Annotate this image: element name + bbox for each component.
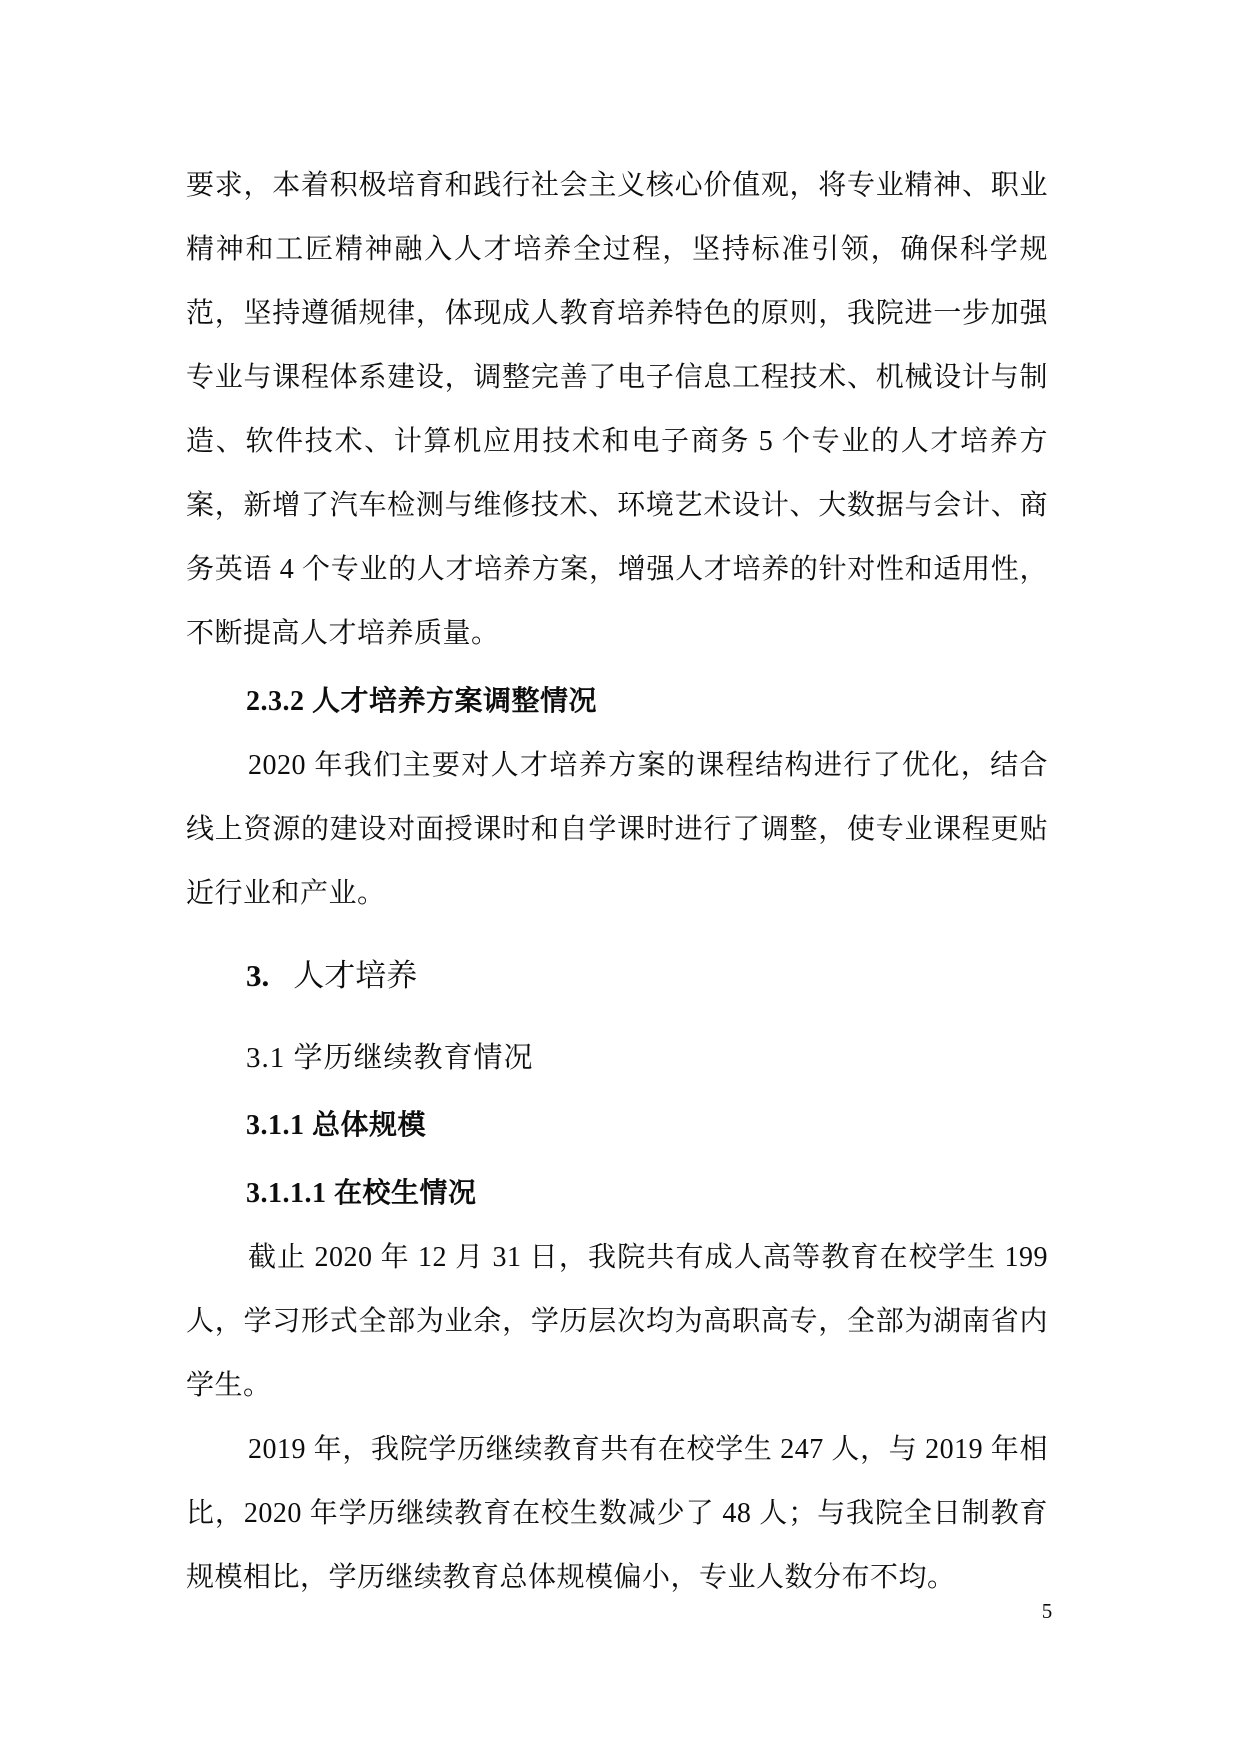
heading: 3.1 学历继续教育情况	[246, 1042, 534, 1074]
heading	[186, 940, 1048, 1012]
paragraph: 要求，本着积极培育和践行社会主义核心价值观，将专业精神、职业精神和工匠精神融入人才培养全过程，坚持标准引领，确保科学规范，坚持遵循规律，体现成人教育培养特色的原则，我院进一步加强专业与课程体系建设，调整完善了电子信息工程技术、机械设计与制造、软件技术、计算机应用技术和电子商务 5 个专业的人才培养方案，新增了汽车检测与维修技术、环境艺术设计、大数据与会计、商务英语 4 个专业的人才培养方案，增强人才培养的针对性和适用性，不断提高人才培养质量。	[186, 170, 1048, 649]
heading-text: 人才培养	[293, 958, 418, 993]
paragraph: 2020 年我们主要对人才培养方案的课程结构进行了优化，结合线上资源的建设对面授课时和自学课时进行了调整，使专业课程更贴近行业和产业。	[186, 750, 1048, 909]
heading: 3.1.1.1 在校生情况	[246, 1178, 477, 1209]
heading: 2.3.2 人才培养方案调整情况	[246, 686, 598, 717]
paragraph: 2019 年，我院学历继续教育共有在校学生 247 人，与 2019 年相比，2020 年学历继续教育在校生数减少了 48 人；与我院全日制教育规模相比，学历继续教育总体规模偏小，专业人数分布不均。	[186, 1434, 1048, 1593]
heading: 3.1.1 总体规模	[246, 1110, 427, 1141]
page-number: 5	[1041, 1599, 1053, 1623]
paragraph: 截止 2020 年 12 月 31 日，我院共有成人高等教育在校学生 199 人，学习形式全部为业余，学历层次均为高职高专，全部为湖南省内学生。	[186, 1242, 1048, 1401]
document-body	[186, 154, 1048, 1610]
heading-number: 3.	[246, 958, 270, 993]
